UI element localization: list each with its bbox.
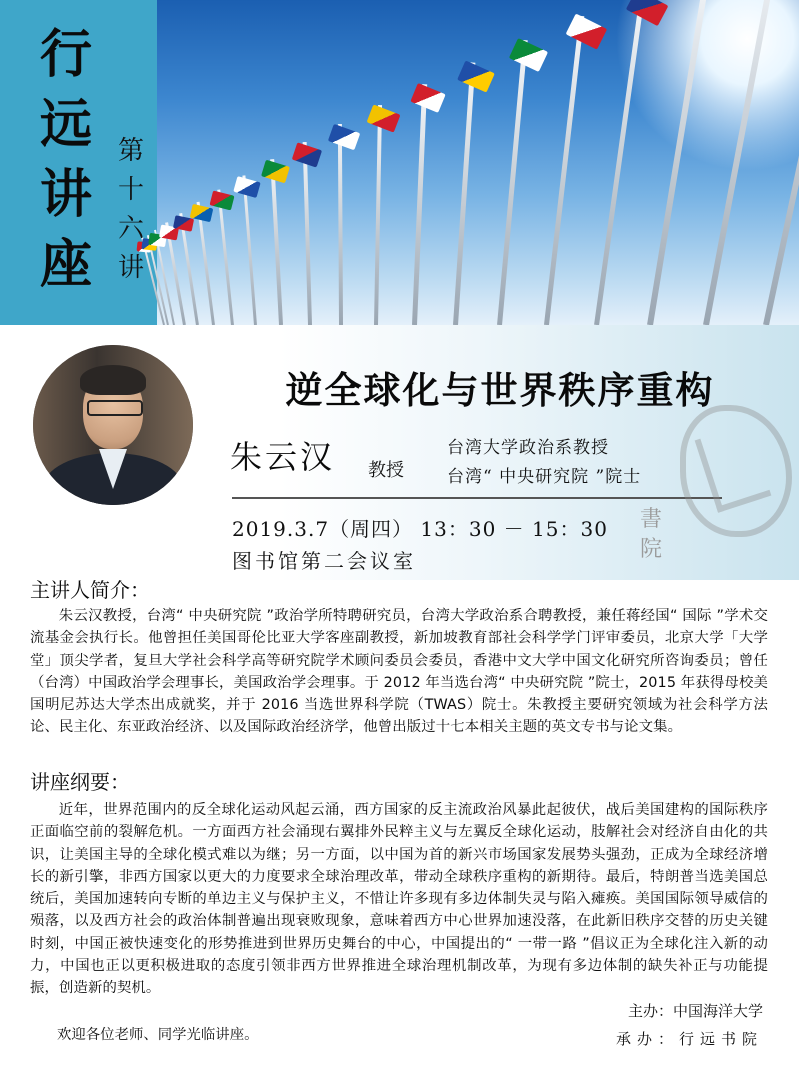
speaker-rank: 教授: [368, 460, 404, 481]
flag: [292, 143, 323, 168]
speaker-title-line: 台湾“ 中央研究院 ”院士: [447, 467, 642, 487]
flag: [210, 191, 235, 211]
seal-char: 書: [639, 507, 662, 532]
flagpole: [338, 124, 343, 325]
flagpole: [594, 0, 646, 325]
flagpole: [647, 0, 711, 325]
outline-paragraph: 近年，世界范围内的反全球化运动风起云涌，西方国家的反主流政治风暴此起彼伏，战后美国建构的国际秩序正面临空前的裂解危机。一方面西方社会涌现右翼排外民粹主义与左翼反全球化运动，肢解社会对经济自由化的共识，让美国主导的全球化模式难以为继；另一方面，以中国为首的新兴市场国家发展势头强劲，正成为全球经济增长的新引擎，非西方国家以更大的力度要求全球治理改革，带动全球秩序重构的新期待。最后，特朗普当选美国总统后，美国加速转向专断的单边主义与保护主义，不惜让许多现有多边体制失灵与陷入瘫痪。美国国际领导威信的殒落，以及西方社会的政治体制普遍出现衰败现象，意味着西方中心世界加速没落，在此新旧秩序交替的历史关键时刻，中国正被快速变化的形势推进到世界历史舞台的中心，中国提出的“ 一带一路 ”倡议正为全球化注入新的动力，中国也正以更积极进取的态度引领非西方世界推进全球治理机制改革，为现有多边体制的缺失补正与功能提振，创造新的契机。: [30, 802, 768, 997]
flagpole: [544, 16, 584, 325]
flag: [261, 160, 290, 183]
speaker-portrait: [33, 345, 193, 505]
lecture-datetime: 2019.3.7（周四） 13：30 － 15：30: [232, 517, 608, 541]
flag: [509, 38, 548, 72]
flagpole: [412, 84, 427, 325]
flag-photo: [157, 0, 799, 325]
flagpole: [453, 62, 475, 325]
session-number: [114, 132, 148, 288]
speaker-name: 朱云汉: [230, 438, 336, 476]
flag: [626, 0, 669, 26]
outline-heading: 讲座纲要：: [30, 770, 130, 794]
flagpole: [374, 105, 382, 325]
session-char: 第: [117, 136, 144, 166]
flagpole: [302, 142, 311, 325]
flagpole: [270, 159, 282, 325]
flagpole: [497, 40, 528, 325]
intro-heading: 主讲人简介：: [30, 578, 150, 602]
flag: [327, 124, 359, 151]
flag: [367, 104, 401, 132]
series-title-char: 行: [39, 24, 92, 85]
host-organizer: 主办：中国海洋大学: [627, 1002, 763, 1020]
academy-seal: [680, 405, 785, 580]
co-organizer: 承办：行远书院: [615, 1030, 763, 1048]
series-title: [30, 20, 102, 300]
top-banner: [0, 0, 799, 325]
flag: [458, 61, 496, 93]
seal-text: [636, 505, 666, 565]
welcome-note: 欢迎各位老师、同学光临讲座。: [57, 1027, 259, 1043]
session-char: 十: [117, 175, 144, 205]
flag: [565, 14, 606, 50]
flagpole: [704, 0, 782, 325]
seal-char: 院: [639, 537, 662, 562]
speaker-titles: [447, 434, 641, 492]
series-title-char: 讲: [39, 164, 92, 225]
series-title-char: 座: [39, 234, 92, 295]
intro-paragraph: 朱云汉教授，台湾“ 中央研究院 ”政治学所特聘研究员，台湾大学政治系合聘教授，兼任蒋经国“ 国际 ”学术交流基金会执行长。他曾担任美国哥伦比亚大学客座副教授，新加坡教育部社会科学学门评审委员，北京大学「大学堂」顶尖学者，复旦大学社会科学高等研究院学术顾问委员会委员，香港中文大学中国文化研究所咨询委员；曾任（台湾）中国政治学会理事长，美国政治学会理事。于 2012 年当选台湾“ 中央研究院 ”院士，2015 年获得母校美国明尼苏达大学杰出成就奖，并于 2016 当选世界科学院（TWAS）院士。朱教授主要研究领域为社会科学方法论、民主化、东亚政治经济、以及国际政治经济学，他曾出版过十七本相关主题的英文专书与论文集。: [30, 608, 768, 736]
lecture-venue: 图书馆第二会议室: [232, 549, 416, 573]
flag: [233, 176, 260, 198]
lecture-title: 逆全球化与世界秩序重构: [285, 369, 715, 412]
session-char: 讲: [117, 253, 144, 283]
flag: [410, 83, 446, 113]
divider: [232, 497, 722, 499]
session-char: 六: [117, 214, 144, 244]
speaker-title-line: 台湾大学政治系教授: [447, 438, 609, 458]
series-title-char: 远: [39, 94, 92, 155]
flagpole: [763, 0, 799, 325]
